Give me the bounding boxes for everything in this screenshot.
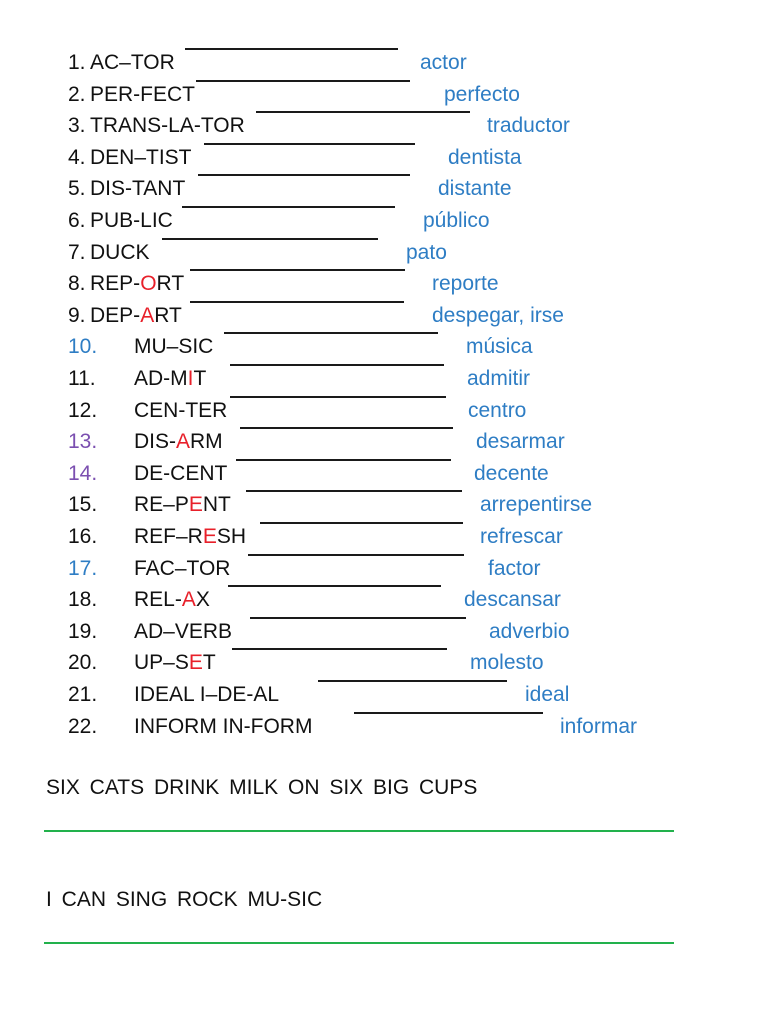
item-number: 17. xyxy=(68,556,98,580)
translation: molesto xyxy=(470,651,544,675)
item-number: 8. xyxy=(68,272,86,296)
syllable-word xyxy=(134,554,230,584)
answer-blank[interactable] xyxy=(240,427,453,429)
item-number: 7. xyxy=(68,240,86,264)
word-part: REF–R xyxy=(134,525,203,548)
item-number: 9. xyxy=(68,303,86,327)
answer-blank[interactable] xyxy=(185,48,398,50)
syllable-word xyxy=(90,269,184,299)
word-part: RE–P xyxy=(134,493,189,517)
item-number: 19. xyxy=(68,619,98,643)
item-number: 18. xyxy=(68,588,98,612)
word-part: DEP- xyxy=(90,303,141,327)
answer-blank[interactable] xyxy=(232,648,447,650)
answer-blank[interactable] xyxy=(318,680,507,682)
answer-blank[interactable] xyxy=(182,206,395,208)
highlighted-vowel: A xyxy=(140,303,155,327)
translation: admitir xyxy=(467,367,531,390)
syllable-word xyxy=(134,617,232,647)
answer-blank[interactable] xyxy=(198,174,410,176)
answer-line-1[interactable] xyxy=(44,830,674,832)
translation: traductor xyxy=(487,114,570,138)
answer-blank[interactable] xyxy=(196,80,410,82)
translation: informar xyxy=(560,714,638,738)
translation: pato xyxy=(406,240,447,264)
translation: decente xyxy=(474,461,549,485)
syllable-word xyxy=(90,174,185,204)
syllable-word xyxy=(134,427,223,457)
answer-blank[interactable] xyxy=(248,554,464,556)
highlighted-vowel: E xyxy=(188,651,203,675)
answer-blank[interactable] xyxy=(236,459,451,461)
word-part: IDEAL I–DE-AL xyxy=(134,683,280,706)
highlighted-vowel: O xyxy=(140,272,157,296)
translation: desarmar xyxy=(476,430,565,454)
translation: público xyxy=(423,209,490,232)
syllable-word xyxy=(90,206,173,236)
translation: perfecto xyxy=(444,82,520,106)
item-number: 15. xyxy=(68,493,98,517)
item-number: 12. xyxy=(68,398,98,422)
answer-blank[interactable] xyxy=(190,301,404,303)
syllable-word xyxy=(90,143,192,173)
item-number: 4. xyxy=(68,145,86,169)
highlighted-vowel: I xyxy=(187,367,194,390)
translation: adverbio xyxy=(489,619,570,643)
translation: centro xyxy=(468,398,527,422)
item-number: 3. xyxy=(68,114,86,138)
highlighted-vowel: E xyxy=(188,493,203,517)
item-number: 21. xyxy=(68,683,98,706)
word-part: REP- xyxy=(90,272,141,296)
translation: reporte xyxy=(432,272,499,296)
item-number: 20. xyxy=(68,651,98,675)
word-part: FAC–TOR xyxy=(134,556,231,580)
item-number: 1. xyxy=(68,51,86,74)
answer-blank[interactable] xyxy=(190,269,405,271)
translation: despegar, irse xyxy=(432,303,564,327)
item-number: 6. xyxy=(68,209,86,232)
item-number: 11. xyxy=(68,367,96,390)
answer-line-2[interactable] xyxy=(44,942,674,944)
word-part: X xyxy=(195,588,210,612)
answer-blank[interactable] xyxy=(354,712,543,714)
translation: música xyxy=(466,335,533,359)
answer-blank[interactable] xyxy=(230,396,446,398)
syllable-word xyxy=(90,48,175,78)
translation: arrepentirse xyxy=(480,493,593,517)
word-part: DEN–TIST xyxy=(90,145,192,169)
syllable-word xyxy=(134,396,227,426)
answer-blank[interactable] xyxy=(260,522,463,524)
item-number: 10. xyxy=(68,335,98,359)
word-part: DIS-TANT xyxy=(90,177,186,201)
word-part: REL- xyxy=(134,588,182,612)
highlighted-vowel: A xyxy=(181,588,196,612)
answer-blank[interactable] xyxy=(230,364,444,366)
syllable-word xyxy=(90,301,182,331)
syllable-word xyxy=(134,648,216,678)
word-part: INFORM IN-FORM xyxy=(134,714,313,738)
word-part: PUB-LIC xyxy=(90,209,173,232)
highlighted-vowel: A xyxy=(176,430,191,454)
word-part: TRANS-LA-TOR xyxy=(90,114,245,138)
syllable-word xyxy=(134,585,210,615)
word-part: CEN-TER xyxy=(134,398,228,422)
item-number: 14. xyxy=(68,461,98,485)
word-part: RT xyxy=(156,272,185,296)
translation: ideal xyxy=(525,683,570,706)
answer-blank[interactable] xyxy=(246,490,462,492)
item-number: 16. xyxy=(68,525,98,548)
answer-blank[interactable] xyxy=(256,111,470,113)
syllable-word xyxy=(134,680,279,710)
word-part: PER-FECT xyxy=(90,82,195,106)
syllable-word xyxy=(134,364,206,394)
answer-blank[interactable] xyxy=(204,143,415,145)
answer-blank[interactable] xyxy=(224,332,438,334)
word-part: MU–SIC xyxy=(134,335,214,359)
word-part: T xyxy=(193,367,207,390)
translation: factor xyxy=(488,556,541,580)
practice-sentence-2: I CAN SING ROCK MU-SIC xyxy=(46,888,323,911)
item-number: 2. xyxy=(68,82,86,106)
item-number: 13. xyxy=(68,430,98,454)
translation: refrescar xyxy=(480,525,563,548)
translation: distante xyxy=(438,177,512,201)
syllable-word xyxy=(134,522,246,552)
syllable-word xyxy=(90,111,245,141)
translation: actor xyxy=(420,51,467,74)
word-part: RM xyxy=(190,430,223,454)
syllable-word xyxy=(90,80,195,110)
word-part: DIS- xyxy=(134,430,176,454)
syllable-word xyxy=(134,332,213,362)
word-part: DUCK xyxy=(90,240,150,264)
word-part: T xyxy=(202,651,216,675)
practice-sentence-1: SIX CATS DRINK MILK ON SIX BIG CUPS xyxy=(46,776,478,799)
syllable-word xyxy=(134,459,227,489)
word-part: AD–VERB xyxy=(134,619,233,643)
word-part: RT xyxy=(154,303,182,327)
item-number: 5. xyxy=(68,177,86,201)
word-part: SH xyxy=(216,525,247,548)
word-part: NT xyxy=(202,493,231,517)
syllable-word xyxy=(90,238,150,268)
word-part: AD-M xyxy=(134,367,188,390)
syllable-word xyxy=(134,712,312,742)
answer-blank[interactable] xyxy=(250,617,466,619)
highlighted-vowel: E xyxy=(202,525,217,548)
syllable-word xyxy=(134,490,231,520)
answer-blank[interactable] xyxy=(228,585,441,587)
translation: dentista xyxy=(448,145,522,169)
item-number: 22. xyxy=(68,714,98,738)
word-part: AC–TOR xyxy=(90,51,175,74)
word-part: UP–S xyxy=(134,651,189,675)
word-part: DE-CENT xyxy=(134,461,228,485)
answer-blank[interactable] xyxy=(162,238,378,240)
translation: descansar xyxy=(464,588,561,612)
